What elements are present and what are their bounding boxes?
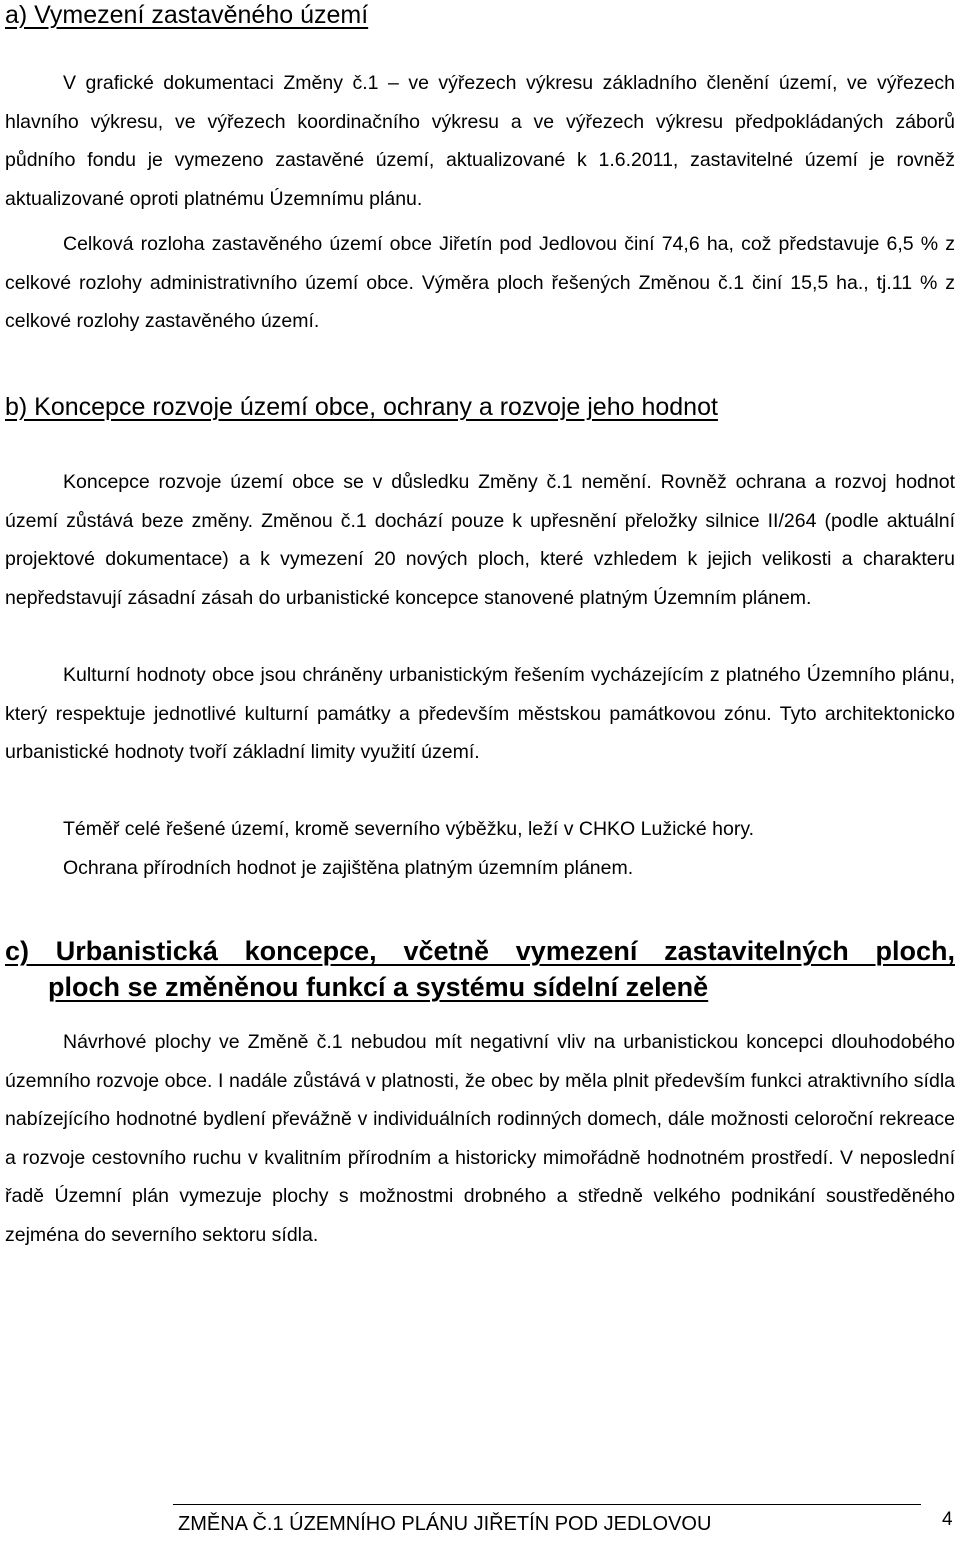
section-b-paragraph-3: Téměř celé řešené území, kromě severního výběžku, leží v CHKO Lužické hory. <box>63 818 755 840</box>
section-c-heading-line-1: c) Urbanistická koncepce, včetně vymezení zastavitelných ploch, <box>5 936 955 966</box>
section-c-heading <box>5 933 955 1005</box>
section-b-heading: b) Koncepce rozvoje území obce, ochrany a rozvoje jeho hodnot <box>5 393 718 421</box>
page-number: 4 <box>942 1509 953 1530</box>
footer-document-title: ZMĚNA Č.1 ÚZEMNÍHO PLÁNU JIŘETÍN POD JEDLOVOU <box>178 1513 712 1535</box>
section-a-paragraph-1: V grafické dokumentaci Změny č.1 – ve výřezech výkresu základního členění území, ve výřezech hlavního výkresu, ve výřezech koordinačního výkresu a ve výřezech výkresu předpokládaných záborů půdního fondu je vymezeno zastavěné území, aktualizované k 1.6.2011, zastavitelné území je rovněž aktualizované oproti platnému Územnímu plánu. <box>5 72 955 210</box>
section-b-paragraph-4: Ochrana přírodních hodnot je zajištěna platným územním plánem. <box>63 857 634 879</box>
section-c-paragraph-1: Návrhové plochy ve Změně č.1 nebudou mít negativní vliv na urbanistickou koncepci dlouhodobého územního rozvoje obce. I nadále zůstává v platnosti, že obec by měla plnit především funkci atraktivního sídla nabízejícího hodnotné bydlení převážně v individuálních rodinných domech, dále možnosti celoroční rekreace a rozvoje cestovního ruchu v kvalitním přírodním a historicky mimořádně hodnotném prostředí. V neposlední řadě Územní plán vymezuje plochy s možnostmi drobného a středně velkého podnikání soustředěného zejména do severního sektoru sídla. <box>5 1031 955 1246</box>
section-b-paragraph-2: Kulturní hodnoty obce jsou chráněny urbanistickým řešením vycházejícím z platného Územního plánu, který respektuje jednotlivé kulturní památky a především městskou památkovou zónu. Tyto architektonicko urbanistické hodnoty tvoří základní limity využití území. <box>5 664 955 764</box>
section-a-paragraph-2: Celková rozloha zastavěného území obce Jiřetín pod Jedlovou činí 74,6 ha, což představuje 6,5 % z celkové rozlohy administrativního území obce. Výměra ploch řešených Změnou č.1 činí 15,5 ha., tj.11 % z celkové rozlohy zastavěného území. <box>5 233 955 333</box>
section-b-paragraph-1: Koncepce rozvoje území obce se v důsledku Změny č.1 nemění. Rovněž ochrana a rozvoj hodnot území zůstává beze změny. Změnou č.1 dochází pouze k upřesnění přeložky silnice II/264 (podle aktuální projektové dokumentace) a k vymezení 20 nových ploch, které vzhledem k jejich velikosti a charakteru nepředstavují zásadní zásah do urbanistické koncepce stanovené platným Územním plánem. <box>5 471 955 609</box>
footer-divider <box>173 1504 921 1505</box>
section-c-heading-line-2: ploch se změněnou funkcí a systému sídelní zeleně <box>48 972 709 1002</box>
section-a-heading: a) Vymezení zastavěného území <box>5 1 369 29</box>
